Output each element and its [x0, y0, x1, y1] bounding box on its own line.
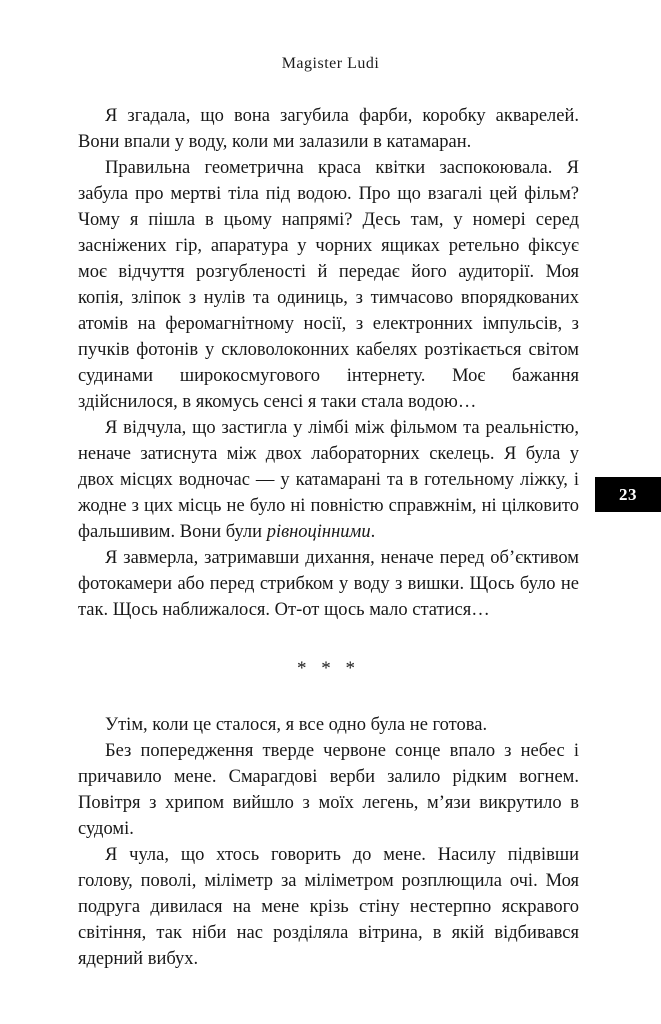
section-separator: * * * — [297, 658, 360, 679]
page-number: 23 — [619, 484, 637, 504]
paragraph: Я згадала, що вона загубила фарби, коробку акварелей. Вони впали у воду, коли ми залазили в катамаран. — [78, 106, 579, 152]
paragraph: Я чула, що хтось говорить до мене. Насилу підвівши голову, поволі, міліметр за міліметром розплющила очі. Моя подруга дивилася на мене крізь стіну нестерпно яскравого світіння, так ніби нас розділяла вітрина, в якій відбивався ядерний вибух. — [78, 845, 579, 969]
paragraph: Правильна геометрична краса квітки заспокоювала. Я забула про мертві тіла під водою. Про що взагалі цей фільм? Чому я пішла в цьому напрямі? Десь там, у номері серед засніжених гір, апаратура у чорних ящиках ретельно фіксує моє відчуття розгубленості й передає його аудиторії. Моя копія, зліпок з нулів та одиниць, з тимчасово впорядкованих атомів на феромагнітному носії, з електронних імпульсів, з пучків фотонів у скловолоконних кабелях розтікається світом судинами широкосмугового інтернету. Моє бажання здійснилося, в якомусь сенсі я таки стала водою… — [78, 158, 579, 412]
running-header: Magister Ludi — [281, 55, 380, 72]
paragraph-text: Я відчула, що застигла у лімбі між фільмом та реальністю, неначе затиснута між двох лабораторних скелець. Я була у двох місцях водночас — у катамарані та в готельному ліжку, і жодне з цих місць не було ні повністю справжнім, ні цілковито фальшивим. Вони були — [78, 418, 579, 542]
paragraph: Я завмерла, затримавши дихання, неначе перед об’єктивом фотокамери або перед стрибком у воду з вишки. Щось було не так. Щось наближалося. От-от щось мало статися… — [78, 548, 579, 620]
page-number-tab — [595, 477, 661, 512]
paragraph-text: . — [370, 522, 376, 542]
italic-text: рівноцінними — [266, 522, 371, 542]
page-content — [78, 103, 579, 972]
paragraph: Без попередження тверде червоне сонце впало з небес і причавило мене. Смарагдові верби залило рідким вогнем. Повітря з хрипом вийшло з моїх легень, м’язи викрутило в судомі. — [78, 741, 579, 839]
paragraph — [78, 415, 579, 545]
paragraph: Утім, коли це сталося, я все одно була не готова. — [105, 715, 488, 735]
